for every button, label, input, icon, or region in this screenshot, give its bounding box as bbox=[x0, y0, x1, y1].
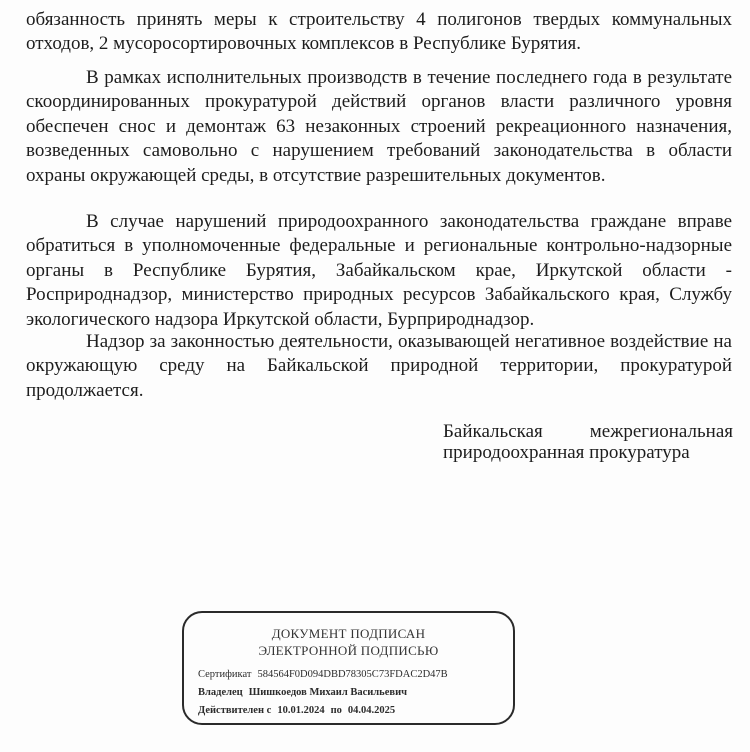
signature-line-1 bbox=[443, 421, 733, 442]
signature-line-2: природоохранная прокуратура bbox=[443, 442, 690, 463]
owner-value: Шишкоедов Михаил Васильевич bbox=[248, 687, 408, 698]
certificate-label: Сертификат bbox=[198, 669, 252, 680]
paragraph-4: Надзор за законностью деятельности, оказывающей негативное воздействие на окружающую среду на Байкальской природной территории, прокуратурой продолжается. bbox=[26, 331, 732, 401]
stamp-owner-row bbox=[198, 687, 407, 698]
validity-to-label: по bbox=[330, 705, 342, 716]
paragraph-2: В рамках исполнительных производств в течение последнего года в результате скоординированных прокуратурой действий органов власти различного уровня обеспечен снос и демонтаж 63 незаконных строений рекреационного назначения, возведенных самовольно с нарушением требований законодательства в области охраны окружающей среды, в отсутствие разрешительных документов. bbox=[26, 67, 732, 186]
stamp-title-line-1: ДОКУМЕНТ ПОДПИСАН bbox=[271, 626, 426, 641]
electronic-signature-stamp bbox=[182, 611, 515, 725]
owner-label: Владелец bbox=[198, 687, 243, 698]
certificate-value: 584564F0D094DBD78305C73FDAC2D47B bbox=[257, 669, 448, 680]
validity-to: 04.04.2025 bbox=[347, 705, 396, 716]
paragraph-3: В случае нарушений природоохранного законодательства граждане вправе обратиться в уполномоченные федеральные и региональные контрольно-надзорные органы в Республике Бурятия, Забайкальском крае, Иркутской области - Росприроднадзор, министерство природных ресурсов Забайкальского края, Службу экологического надзора Иркутской области, Бурприроднадзор. bbox=[26, 211, 732, 330]
stamp-certificate-row bbox=[198, 669, 448, 680]
paragraph-1: обязанность принять меры к строительству 4 полигонов твердых коммунальных отходов, 2 мусоросортировочных комплексов в Республике Бурятия. bbox=[26, 9, 732, 55]
signature-word-1: Байкальская bbox=[443, 421, 543, 442]
validity-from: 10.01.2024 bbox=[277, 705, 325, 716]
validity-label: Действителен с bbox=[198, 705, 272, 716]
signature-block bbox=[443, 421, 733, 463]
stamp-validity-row bbox=[198, 705, 395, 716]
stamp-title-line-2: ЭЛЕКТРОННОЙ ПОДПИСЬЮ bbox=[258, 643, 439, 658]
signature-word-2: межрегиональная bbox=[589, 421, 733, 442]
